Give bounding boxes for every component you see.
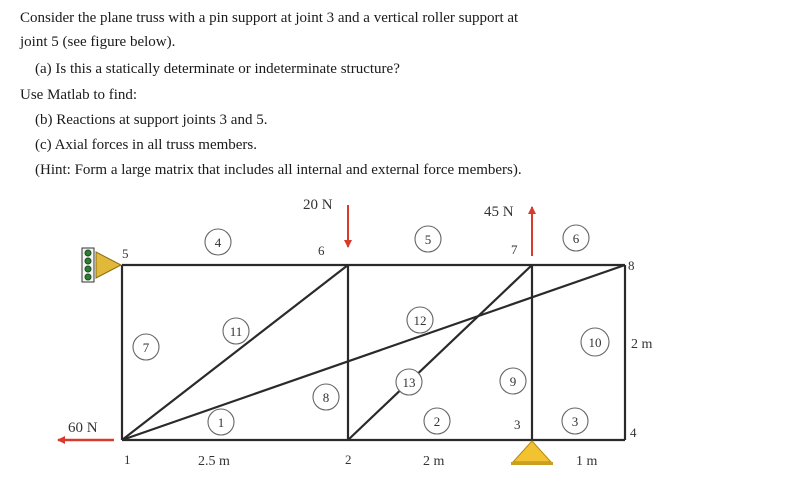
joint-label-1: 1: [124, 452, 131, 467]
joint-label-8: 8: [628, 258, 635, 273]
joint-label-5: 5: [122, 246, 129, 261]
joint-label-6: 6: [318, 243, 325, 258]
member-label-9: [500, 368, 526, 394]
svg-text:7: 7: [142, 340, 150, 355]
roller-support-joint-5: [82, 248, 121, 282]
svg-text:1: 1: [217, 415, 225, 430]
joint-label-3: 3: [514, 417, 521, 432]
member-label-8: [313, 384, 339, 410]
member-label-6: [563, 225, 589, 251]
svg-text:9: 9: [509, 374, 517, 389]
member-diagonal-1-8: [122, 265, 625, 440]
member-label-10: [581, 328, 609, 356]
svg-text:6: 6: [572, 231, 580, 246]
dimension-1m: 1 m: [576, 454, 598, 469]
load-label-60N: 60 N: [68, 420, 98, 436]
member-label-11: [223, 318, 249, 344]
svg-text:10: 10: [588, 335, 602, 350]
joint-label-2: 2: [345, 452, 352, 467]
member-label-1: [208, 409, 234, 435]
problem-line-1: Consider the plane truss with a pin support at joint 3 and a vertical roller support at: [20, 10, 519, 26]
svg-text:8: 8: [322, 390, 330, 405]
problem-line-2: joint 5 (see figure below).: [20, 34, 176, 50]
member-label-5: [415, 226, 441, 252]
member-label-3: [562, 408, 588, 434]
svg-text:12: 12: [413, 313, 427, 328]
member-label-2: [424, 408, 450, 434]
member-label-4: [205, 229, 231, 255]
svg-text:3: 3: [571, 414, 579, 429]
joint-label-7: 7: [511, 242, 518, 257]
dimension-2-5m: 2.5 m: [198, 454, 230, 469]
part-b: (b) Reactions at support joints 3 and 5.: [35, 112, 268, 128]
dimension-2m: 2 m: [423, 454, 445, 469]
pin-support-joint-3: [511, 441, 553, 465]
member-label-12: [407, 307, 433, 333]
part-a: (a) Is this a statically determinate or indeterminate structure?: [35, 61, 400, 77]
part-c: (c) Axial forces in all truss members.: [35, 137, 258, 153]
svg-text:11: 11: [229, 324, 243, 339]
load-label-20N: 20 N: [303, 197, 333, 213]
dimension-height-2m: 2 m: [631, 337, 653, 352]
joint-label-4: 4: [630, 425, 637, 440]
hint-text: (Hint: Form a large matrix that includes all internal and external force members).: [35, 162, 522, 178]
member-label-7: [133, 334, 159, 360]
svg-text:13: 13: [402, 375, 416, 390]
svg-text:4: 4: [214, 235, 222, 250]
svg-text:2: 2: [433, 414, 441, 429]
load-label-45N: 45 N: [484, 204, 514, 220]
use-matlab-text: Use Matlab to find:: [20, 87, 138, 103]
member-label-13: [396, 369, 422, 395]
svg-text:5: 5: [424, 232, 432, 247]
